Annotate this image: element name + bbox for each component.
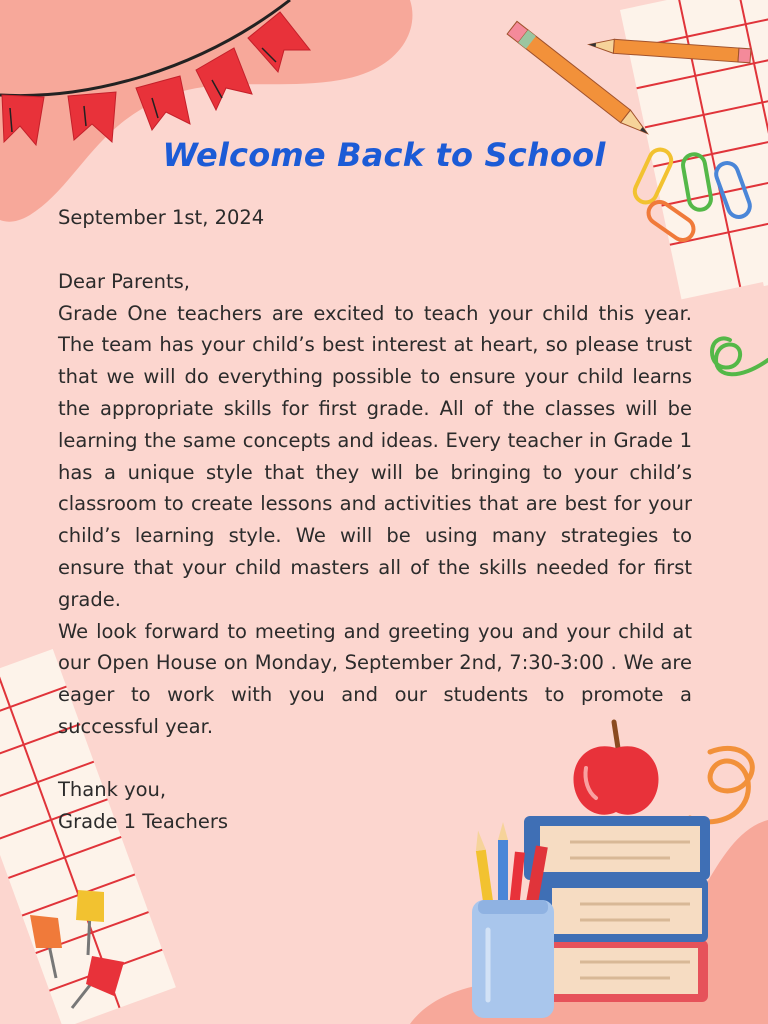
letter-date: September 1st, 2024 <box>58 206 265 229</box>
letter-body <box>58 202 692 837</box>
top-left-blob <box>0 0 412 222</box>
letter-paragraph-2: We look forward to meeting and greeting you and your child at our Open House on Monday, September 2nd, 7:30-3:00 . We are eager to work with you and our students to promote a successful year. <box>58 619 692 738</box>
letter-paragraph-1: Grade One teachers are excited to teach your child this year. The team has your child’s best interest at heart, so please trust that we will do everything possible to ensure your child learns the appropriate skills for first grade. All of the classes will be learning the same concepts and ideas. Every teacher in Grade 1 has a unique style that they will be bringing to your child’s classroom to create lessons and activities that are best for your child’s learning style. We will be using many strategies to ensure that your child masters all of the skills needed for first grade. <box>58 301 692 611</box>
page-title: Welcome Back to School <box>162 136 606 174</box>
pencil-jar-icon <box>472 822 554 1018</box>
curl-icon <box>690 748 752 821</box>
squiggle-icon <box>712 339 768 375</box>
letter-salutation: Dear Parents, <box>58 269 190 293</box>
letter-closing: Thank you, <box>58 777 167 801</box>
letter-signature: Grade 1 Teachers <box>58 809 229 833</box>
